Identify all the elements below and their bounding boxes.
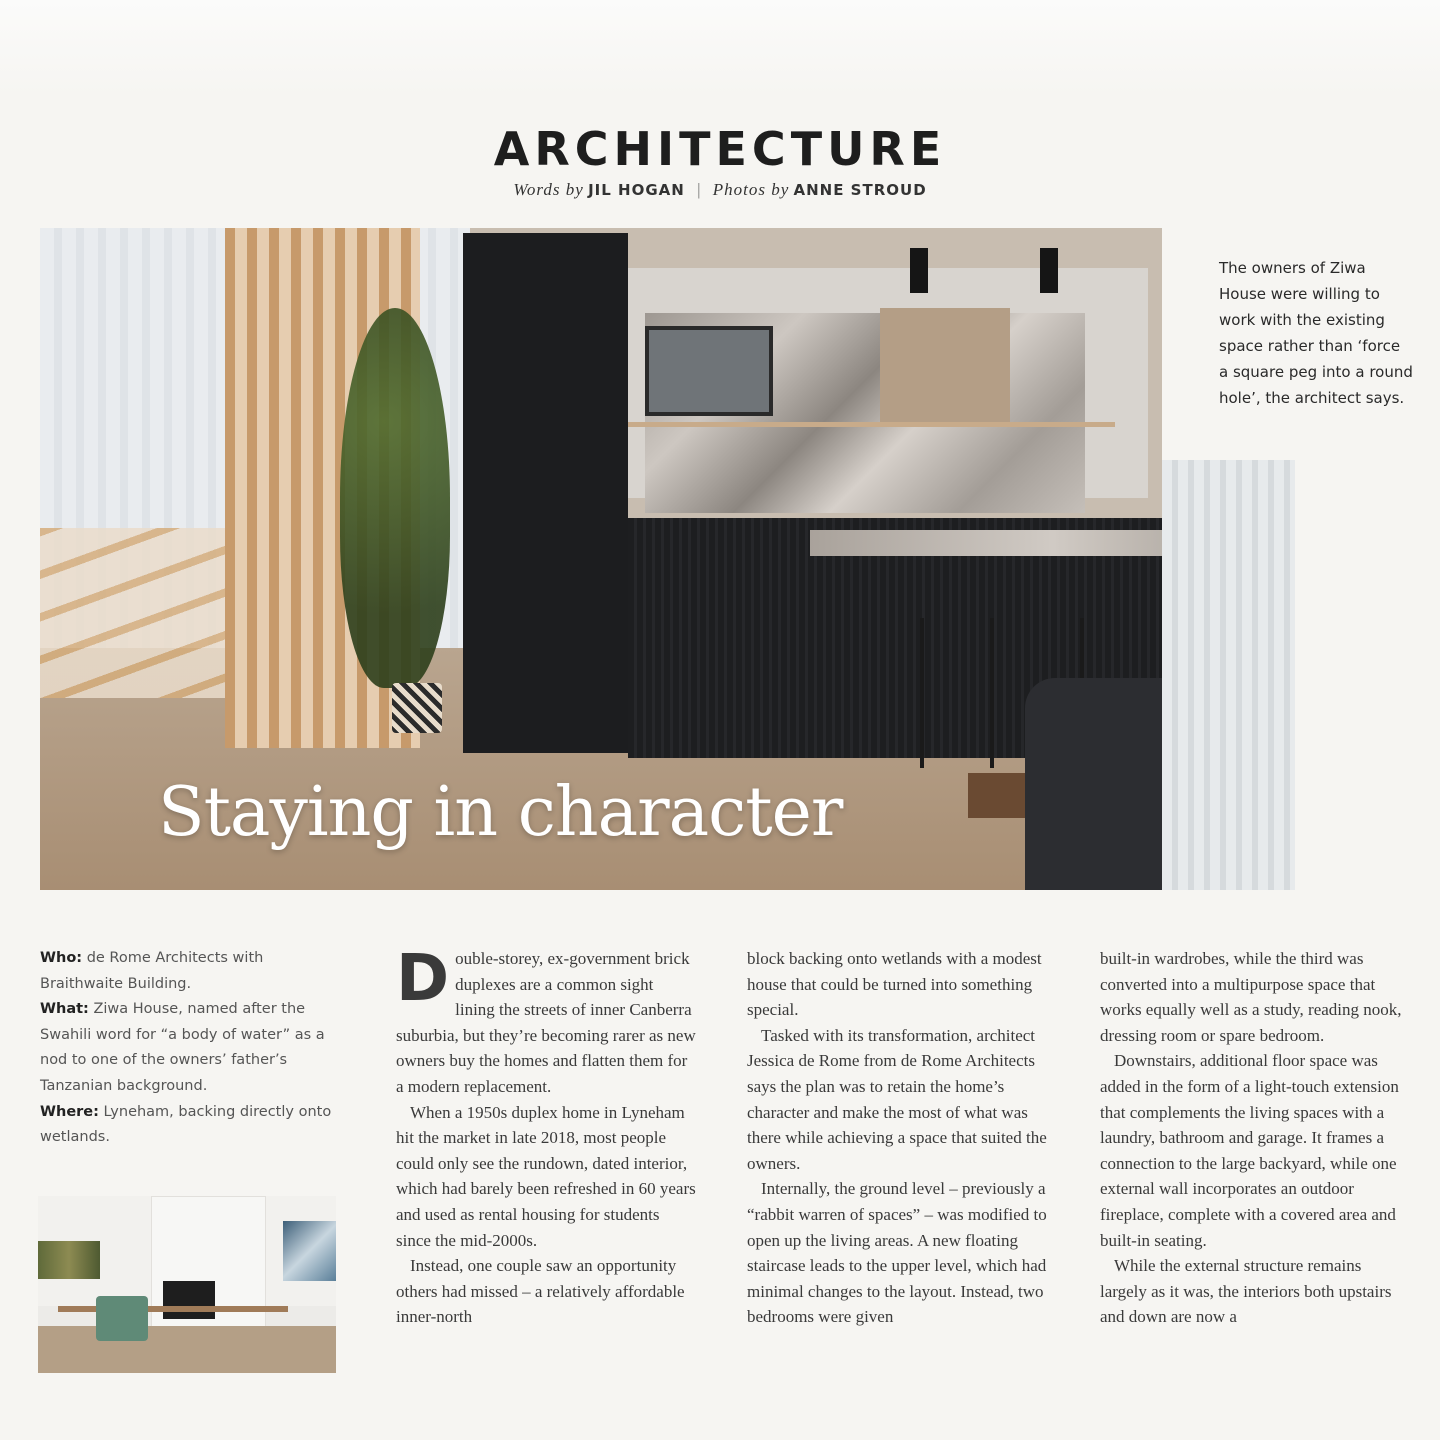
caption-line: The owners of Ziwa: [1219, 259, 1366, 277]
body-text: ouble-storey, ex-government brick duplexes are a common sight lining the streets of inner Canberra suburbia, but they’re becoming rarer as new owners buy the homes and flatten them for a modern replacement.: [396, 949, 696, 1096]
body-paragraph: When a 1950s duplex home in Lyneham hit the market in late 2018, most people could only see the rundown, dated interior, which had barely been refreshed in 60 years and used as rental housing for students since the mid-2000s.: [396, 1102, 696, 1250]
fiddle-leaf-plant: [340, 308, 450, 688]
caption-line: work with the existing: [1219, 311, 1385, 329]
pendant-light: [910, 248, 928, 293]
armchair: [96, 1296, 148, 1341]
fact-what: [40, 997, 340, 1099]
fact-who: [40, 946, 340, 997]
plant-pot: [392, 683, 442, 733]
fact-where: [40, 1100, 340, 1151]
caption-line: House were willing to: [1219, 285, 1380, 303]
fact-text: Lyneham, backing directly onto wetlands.: [40, 1103, 332, 1146]
body-column-3: [1100, 946, 1410, 1330]
photos-by-label: Photos by: [712, 180, 790, 199]
section-title: ARCHITECTURE: [493, 122, 947, 176]
body-paragraph: block backing onto wetlands with a modest house that could be turned into something special.: [747, 949, 1042, 1020]
photo-caption: [1162, 228, 1440, 460]
body-paragraph: built-in wardrobes, while the third was converted into a multipurpose space that works equally well as a study, reading nook, dressing room or spare bedroom.: [1100, 949, 1402, 1045]
fact-label: Who:: [40, 950, 83, 966]
drop-cap: D: [396, 942, 450, 1016]
article-headline: Staying in character: [158, 773, 843, 852]
fact-text: de Rome Architects with Braithwaite Building.: [40, 950, 264, 992]
caption-line: space rather than ‘force: [1219, 337, 1401, 355]
fact-text: Ziwa House, named after the Swahili word for “a body of water” as a nod to one of the owners’ father’s Tanzanian background.: [40, 1001, 325, 1094]
body-paragraph: Downstairs, additional floor space was added in the form of a light-touch extension that complements the living spaces with a laundry, bathroom and garage. It frames a connection to the large backyard, while one external wall incorporates an outdoor fireplace, complete with a covered area and built-in seating.: [1100, 1051, 1399, 1250]
caption-line: hole’, the architect says.: [1219, 389, 1405, 407]
artwork-left: [38, 1241, 100, 1279]
pendant-light: [1040, 248, 1058, 293]
black-joinery-column: [463, 233, 628, 753]
timber-ledge: [58, 1306, 288, 1312]
body-column-1: [396, 942, 696, 1330]
body-column-2: [747, 946, 1047, 1330]
bar-stool: [920, 618, 924, 768]
hero-photo-kitchen: [40, 228, 1295, 890]
hero-photo-right-strip: [1162, 460, 1295, 890]
fact-label: What:: [40, 1001, 89, 1018]
fact-label: Where:: [40, 1103, 99, 1120]
timber-shelf: [625, 422, 1115, 427]
credits-divider: |: [697, 180, 701, 199]
page-top-edge: [0, 0, 1440, 96]
kitchen-window: [645, 326, 773, 416]
body-paragraph: While the external structure remains largely as it was, the interiors both upstairs and down are now a: [1100, 1256, 1392, 1327]
words-by-label: Words by: [513, 180, 584, 199]
body-paragraph: Internally, the ground level – previously a “rabbit warren of spaces” – was modified to open up the living areas. A new floating staircase leads to the upper level, which had minimal changes to the layout. Instead, two bedrooms were given: [747, 1179, 1047, 1327]
fireplace: [163, 1281, 215, 1319]
body-paragraph: [396, 942, 696, 1100]
body-paragraph: Tasked with its transformation, architect Jessica de Rome from de Rome Architects says the plan was to retain the home’s character and make the most of what was there while achieving a space that suited the owners.: [747, 1025, 1047, 1173]
living-room-photo: [38, 1196, 336, 1373]
author-name: JIL HOGAN: [588, 181, 685, 199]
photographer-name: ANNE STROUD: [793, 181, 927, 199]
bar-stool: [990, 618, 994, 768]
credits-line: [0, 180, 1440, 200]
fact-box: [40, 946, 340, 1151]
range-hood: [880, 308, 1010, 423]
artwork-right: [283, 1221, 336, 1281]
body-paragraph: Instead, one couple saw an opportunity others had missed – a relatively affordable inner-north: [396, 1256, 685, 1327]
caption-line: a square peg into a round: [1219, 363, 1413, 381]
living-floor: [38, 1326, 336, 1373]
